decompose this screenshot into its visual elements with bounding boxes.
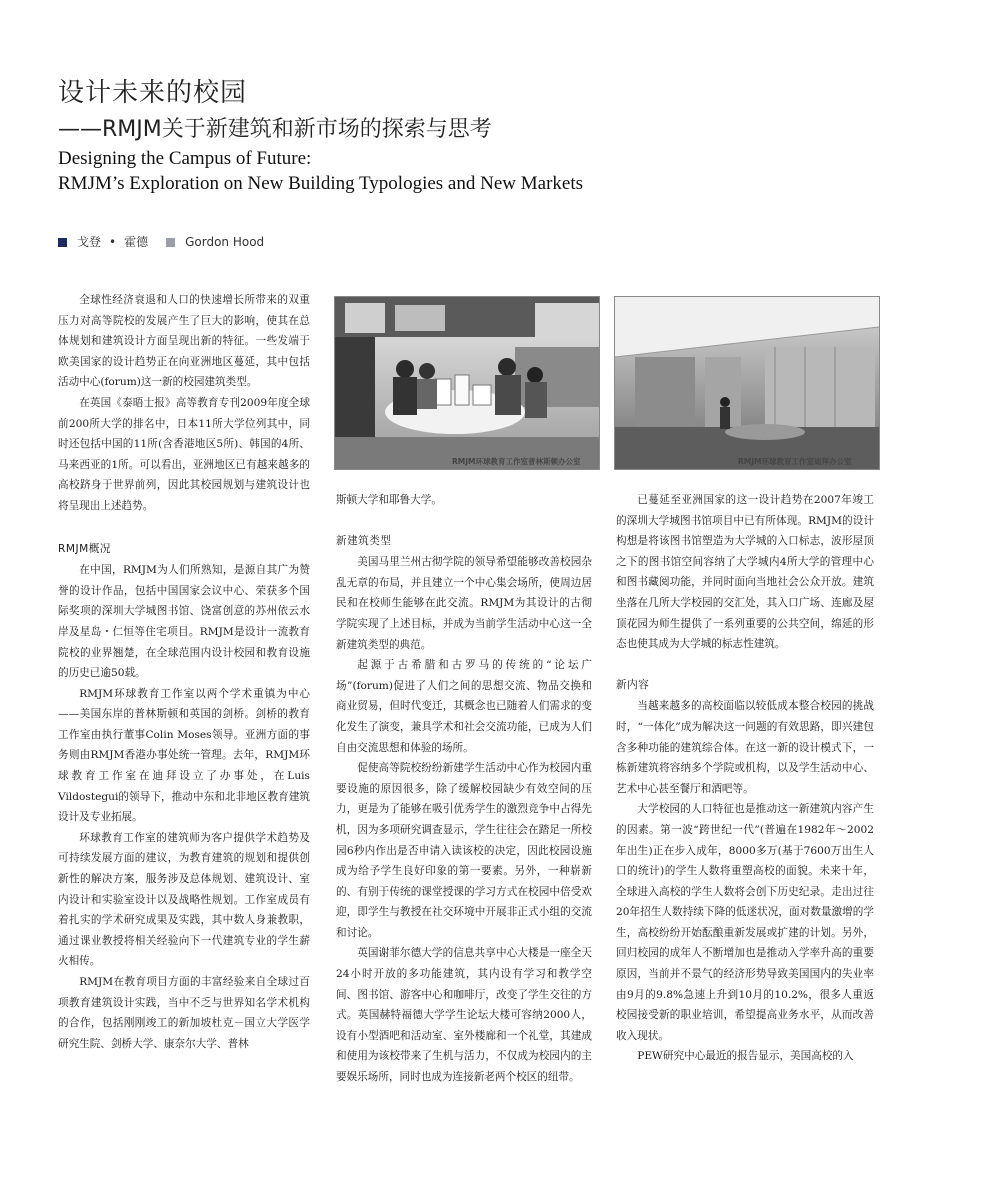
- paragraph: 英国谢菲尔德大学的信息共享中心大楼是一座全天24小时开放的多功能建筑，其内设有学习和教学空间、图书馆、游客中心和咖啡厅，改变了学生交往的方式。英国赫特福德大学学生论坛大楼可容纳2000人，设有小型酒吧和活动室、室外楼廊和一个礼堂，其建成和使用为该校带来了生机与活力，不仅成为校园内的主要娱乐场所，同时也成为连接新老两个校区的纽带。: [336, 947, 592, 1084]
- paragraph: 大学校园的人口特征也是推动这一新建筑内容产生的因素。第一波“跨世纪一代”(普遍在1982年～2002年出生)正在步入成年，8000多万(基于7600万出生人口的统计)的学生人数将重塑高校的面貌。未来十年，全球进入高校的学生人数将会创下历史纪录。走出过往20年招生人数持续下降的低迷状况，面对数量激增的学生，高校纷纷开始酝酿重新发展或扩建的计划。另外，回归校园的成年人不断增加也是推动入学率升高的重要原因，当前并不景气的经济形势导致美国国内的失业率由9月的9.8%急速上升到10月的10.2%，很多人重返校园接受新的职业培训，希望提高业务水平，从而改善收入现状。: [616, 803, 874, 1042]
- office-photo-illustration: [615, 297, 879, 469]
- paragraph: 已蔓延至亚洲国家的这一设计趋势在2007年竣工的深圳大学城图书馆项目中已有所体现。RMJM的设计构想是将该图书馆塑造为大学城的入口标志，波形屋顶之下的图书馆空间容纳了大学城内4所大学的管理中心和图书藏阅功能，并同时面向当地社会公众开放。建筑坐落在几所大学校园的交汇处，其入口广场、连廊及屋顶花园为师生提供了一系列重要的公共空间，绵延的形态也使其成为大学城的标志性建筑。: [616, 494, 874, 651]
- author-name-en: Gordon Hood: [185, 235, 265, 249]
- photo-caption-princeton: RMJM环球教育工作室普林斯顿办公室: [452, 457, 581, 466]
- author-marker-square: [58, 238, 67, 247]
- column-2: [336, 490, 592, 1088]
- paragraph: 在中国，RMJM为人们所熟知，是源自其广为赞誉的设计作品，包括中国国家会议中心、荣获多个国际奖项的深圳大学城图书馆、饶富创意的苏州依云水岸及星岛・仁恒等住宅项目。RMJM是设计一流教育院校的业界翘楚，在全球范围内设计校园和教育设施的历史已逾50载。: [58, 564, 310, 680]
- paragraph: RMJM在教育项目方面的丰富经验来自全球过百项教育建筑设计实践，当中不乏与世界知名学术机构的合作，包括刚刚竣工的新加坡杜克－国立大学医学研究生院、剑桥大学、康奈尔大学、普林: [58, 976, 310, 1050]
- paragraph: 全球性经济衰退和人口的快速增长所带来的双重压力对高等院校的发展产生了巨大的影响，使其在总体规划和建筑设计方面呈现出新的特征。一些发端于欧美国家的设计趋势正在向亚洲地区蔓延，其中包括活动中心(forum)这一新的校园建筑类型。: [58, 294, 310, 389]
- author-byline: [58, 233, 264, 250]
- paragraph-continued: 斯顿大学和耶鲁大学。: [336, 494, 442, 506]
- article-subtitle: ——RMJM关于新建筑和新市场的探索与思考: [58, 117, 492, 142]
- english-title-line-1: Designing the Campus of Future:: [58, 148, 312, 169]
- english-title: [58, 146, 583, 196]
- paragraph: 起源于古希腊和古罗马的传统的“论坛广场”(forum)促进了人们之间的思想交流、物品交换和商业贸易，但时代变迁，其概念也已随着人们需求的变化发生了演变，兼具学术和社会交流功能，已成为人们自由交流思想和体验的场所。: [336, 659, 592, 754]
- paragraph: 在英国《泰晤士报》高等教育专刊2009年度全球前200所大学的排名中，日本11所大学位列其中，同时还包括中国的11所(含香港地区5所)、韩国的4所、马来西亚的1所。可以看出，亚洲地区已有越来越多的高校跻身于世界前列，因此其校园规划与建筑设计也将呈现出上述趋势。: [58, 396, 310, 512]
- section-heading: 新内容: [616, 678, 650, 691]
- section-heading: 新建筑类型: [336, 534, 392, 547]
- paragraph: PEW研究中心最近的报告显示，美国高校的入: [637, 1050, 854, 1063]
- paragraph: 环球教育工作室的建筑师为客户提供学术趋势及可持续发展方面的建议，为教育建筑的规划和提供创新性的解决方案，服务涉及总体规划、建筑设计、室内设计和实验室设计以及战略性规划。工作室成员有着扎实的学术研究成果及实践，其中数人身兼教职，通过课业教授将相关经验向下一代建筑专业的学生薪火相传。: [58, 831, 310, 968]
- english-title-line-2: RMJM’s Exploration on New Building Typologies and New Markets: [58, 173, 584, 194]
- paragraph: RMJM环球教育工作室以两个学术重镇为中心——美国东岸的普林斯顿和英国的剑桥。剑桥的教育工作室由执行董事Colin Moses领导。亚洲方面的事务则由RMJM香港办事处统一管理。去年，RMJM环球教育工作室在迪拜设立了办事处，在Luis Vildostegui的领导下，推动中东和北非地区教育建筑设计及专业拓展。: [58, 687, 310, 824]
- article-title: 设计未来的校园: [58, 78, 248, 108]
- photo-dubai-office: [614, 296, 880, 470]
- photo-princeton-office: [334, 296, 600, 470]
- name-separator: •: [109, 235, 117, 249]
- paragraph: 美国马里兰州古彻学院的领导希望能够改善校园杂乱无章的布局，并且建立一个中心集会场所，使周边居民和在校师生能够在此交流。RMJM为其设计的古彻学院实现了上述目标，并成为当前学生活动中心这一全新建筑类型的典范。: [336, 556, 592, 651]
- paragraph: 当越来越多的高校面临以较低成本整合校园的挑战时，“一体化”成为解决这一问题的有效思路，即兴建包含多种功能的建筑综合体。在这一新的设计模式下，一栋新建筑将容纳多个学院或机构，以及学生活动中心、艺术中心甚至餐厅和酒吧等。: [616, 700, 874, 795]
- column-1: [58, 290, 310, 1054]
- author-name-cn-2: 霍德: [124, 235, 149, 249]
- photo-caption-dubai: RMJM环球教育工作室迪拜办公室: [738, 457, 852, 466]
- paragraph: 促使高等院校纷纷新建学生活动中心作为校园内重要设施的原因很多，除了缓解校园缺少有效空间的压力，更是为了能够在吸引优秀学生的激烈竞争中占得先机，因为多项研究调查显示，学生往往会在踏足一所校园6秒内作出是否申请入读该校的决定，因此校园设施成为给予学生良好印象的第一要素。另外，一种崭新的、有别于传统的课堂授课的学习方式在校园中倍受欢迎，即学生与教授在社交环境中开展非正式小组的交流和讨论。: [336, 762, 592, 939]
- author-marker-square-gray: [166, 238, 175, 247]
- author-name-cn: 戈登: [77, 235, 102, 249]
- column-3: [616, 490, 874, 1067]
- section-heading: RMJM概况: [58, 542, 111, 555]
- office-photo-illustration: [335, 297, 599, 469]
